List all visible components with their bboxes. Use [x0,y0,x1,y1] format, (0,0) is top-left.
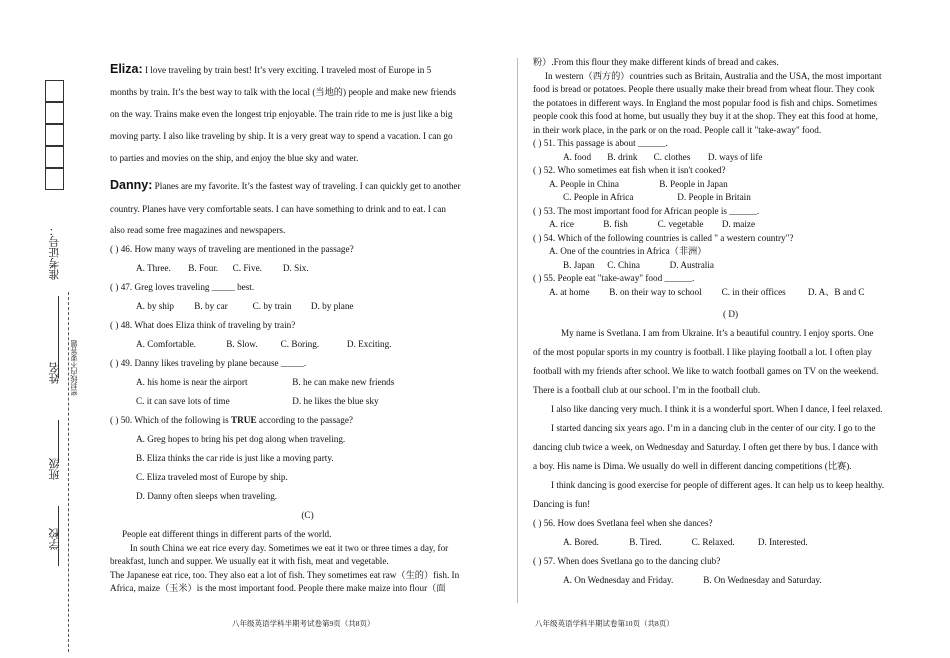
passage-line: I also like dancing very much. I think it is a wonderful sport. When I dance, I feel relaxed. [551,404,883,414]
q47-options [110,297,505,316]
option: D. he likes the blue sky [292,396,379,406]
passage-line: football with my friends after school. We like to watch football games on TV on the weekend. [533,366,879,376]
passage-line: I think dancing is good exercise for people of different ages. It can help us to keep healthy. [551,480,885,490]
exam-id-label: 准考证号： [49,225,61,280]
q49-options [110,373,505,392]
option: A. People in China [549,178,619,189]
score-box [45,80,64,102]
danny-text: Planes are my favorite. It’s the fastest way of traveling. I can quickly get to another [154,181,461,191]
question-47: ( ) 47. Greg loves traveling _____ best. [110,282,255,292]
q49-options [110,392,505,411]
question-48: ( ) 48. What does Eliza think of traveling by train? [110,320,296,330]
passage-line: food is bread or potatoes. People there usually make their bread from wheat flour. They cook [533,84,875,94]
option: B. drink [607,151,638,162]
danny-name: Danny: [110,178,153,192]
option: D. Danny often sleeps when traveling. [136,491,278,501]
question-51: ( ) 51. This passage is about ______. [533,138,668,148]
passage-line: dancing club twice a week, on Wednesday and Saturday. I often get there by bus. I dance with [533,442,878,452]
true-emphasis: TRUE [231,415,257,425]
passage-line: The Japanese eat rice, too. They also eat a lot of fish. They sometimes eat raw（生的）fish. In [110,569,460,580]
question-55: ( ) 55. People eat "take-away" food ______. [533,273,695,283]
class-label: 班级 [49,458,61,480]
q51-options [533,151,928,165]
option: B. Slow. [226,339,258,349]
option: B. on their way to school [609,286,702,297]
eliza-text: to parties and movies on the ship, and enjoy the blue sky and water. [110,153,359,163]
question-54: ( ) 54. Which of the following countries is called " a western country"? [533,232,794,243]
option: A. his home is near the airport [136,377,248,387]
score-box [45,102,64,124]
option: C. it can save lots of time [136,396,230,406]
option: A. Bored. [563,537,599,547]
question-53: ( ) 53. The most important food for African people is ______. [533,205,760,216]
eliza-text: moving party. I also like traveling by ship. It is a very great way to spend a vacation. I can go [110,131,453,141]
right-page-footer: 八年级英语学科半期试卷第10页（共8页） [535,619,674,628]
passage-line: Africa, maize（玉米）is the most important food. People there make maize into flour（面 [110,583,446,593]
passage-line: Dancing is fun! [533,499,591,509]
passage-line: the potatoes in different ways. In England the most popular food is fish and chips. Sometimes [533,97,878,108]
option: C. Eliza traveled most of Europe by ship. [136,472,288,482]
name-label: 姓名 [49,362,61,384]
danny-text: country. Planes have very comfortable seats. I can have something to drink and to eat. I can [110,204,446,214]
passage-d [533,305,928,590]
option: B. he can make new friends [292,377,395,387]
passage-line: a boy. His name is Dima. We usually do well in different dancing competitions (比赛). [533,461,852,471]
eliza-text: months by train. It’s the best way to talk with the local (当地的) people and make new friends [110,87,456,97]
passage-line: in their work place, in the park or on the road. People call it "take-away" food. [533,124,822,135]
option: C. Boring. [280,339,320,349]
option: B. On Wednesday and Saturday. [703,575,822,585]
option: B. Tired. [629,537,662,547]
option: D. Six. [282,263,309,273]
question-57: ( ) 57. When does Svetlana go to the dancing club? [533,556,721,566]
option: D. maize [721,219,756,229]
q46-options [110,259,505,278]
option: B. Four. [188,263,219,273]
option: B. by car [194,301,228,311]
option: A. rice [549,219,574,229]
passage-line: People eat different things in different parts of the world. [122,529,332,539]
option: A. food [563,151,592,162]
passage-c [110,528,505,596]
q48-options [110,335,505,354]
option: B. fish [603,219,628,229]
option: D. A、B and C [807,286,865,297]
option: C. in their offices [721,286,786,297]
option: C. Relaxed. [691,537,735,547]
passage-line: 粉）.From this flour they make different kinds of bread and cakes. [533,57,779,67]
option: C. Five. [232,263,262,273]
left-page [110,58,505,525]
q52-options [533,191,928,205]
option: A. at home [549,286,590,297]
passage-line: My name is Svetlana. I am from Ukraine. It’s a beautiful country. I enjoy sports. One [561,328,874,338]
option: B. Eliza thinks the car ride is just like a moving party. [136,453,334,463]
option: A. Greg hopes to bring his pet dog along when traveling. [136,434,346,444]
school-label: 学校 [49,528,61,550]
question-52: ( ) 52. Who sometimes eat fish when it isn't cooked? [533,165,726,175]
score-box [45,124,64,146]
option: C. by train [252,301,292,311]
question-50: ( ) 50. Which of the following is TRUE according to the passage? [110,415,354,425]
q52-options [533,178,928,192]
option: D. People in Britain [677,192,751,202]
option: D. Exciting. [346,339,392,349]
passage-line: I started dancing six years ago. I’m in a dancing club in the center of our city. I go to the [551,423,876,433]
right-page-top [533,56,928,299]
seal-note: 密封线内不要答题 [70,340,78,396]
eliza-name: Eliza: [110,62,143,76]
q56-options [533,533,928,552]
option: C. China [607,259,640,270]
score-box [45,146,64,168]
passage-line: breakfast, lunch and supper. We usually eat it with fish, meat and vegetable. [110,556,389,566]
option: B. People in Japan [659,178,728,189]
option: A. One of the countries in Africa（非洲） [549,246,707,256]
eliza-text: I love traveling by train best! It’s very exciting. I traveled most of Europe in 5 [144,65,432,75]
eliza-text: on the way. Trains make even the longest trip enjoyable. The train ride to me is just like a big [110,109,453,119]
option: D. Interested. [757,537,808,547]
passage-line: In western（西方的）countries such as Britain, Australia and the USA, the most important [545,70,882,81]
option: D. ways of life [707,151,763,162]
option: D. by plane [310,301,354,311]
section-c-heading: (C) [301,510,314,520]
passage-line: of the most popular sports in my country is football. I like playing football a lot. I often play [533,347,872,357]
option: C. People in Africa [563,192,634,202]
danny-text: also read some free magazines and newspapers. [110,225,286,235]
class-underline [58,420,59,462]
score-box [45,168,64,190]
q53-options [533,218,928,232]
option: C. vegetable [657,219,704,229]
option: D. Australia [669,259,714,270]
question-56: ( ) 56. How does Svetlana feel when she dances? [533,518,713,528]
question-46: ( ) 46. How many ways of traveling are mentioned in the passage? [110,244,354,254]
question-49: ( ) 49. Danny likes traveling by plane because _____. [110,358,307,368]
q54-options [533,259,928,273]
option: C. clothes [653,151,691,162]
option: B. Japan [563,259,595,270]
option: A. Three. [136,263,171,273]
option: A. Comfortable. [136,339,196,349]
q55-options [533,286,928,300]
passage-line: In south China we eat rice every day. Sometimes we eat it two or three times a day, for [130,542,449,553]
q57-options [533,571,928,590]
option: A. On Wednesday and Friday. [563,575,674,585]
passage-line: people cook this food at home, but usually they buy it at the shop. They eat this food at home, [533,111,878,121]
section-d-heading: ( D) [722,309,739,319]
left-page-footer: 八年级英语学科半期考试卷第9页（共8页） [232,619,375,628]
option: A. by ship [136,301,175,311]
page-divider [517,58,518,603]
passage-line: There is a football club at our school. I’m in the football club. [533,385,761,395]
